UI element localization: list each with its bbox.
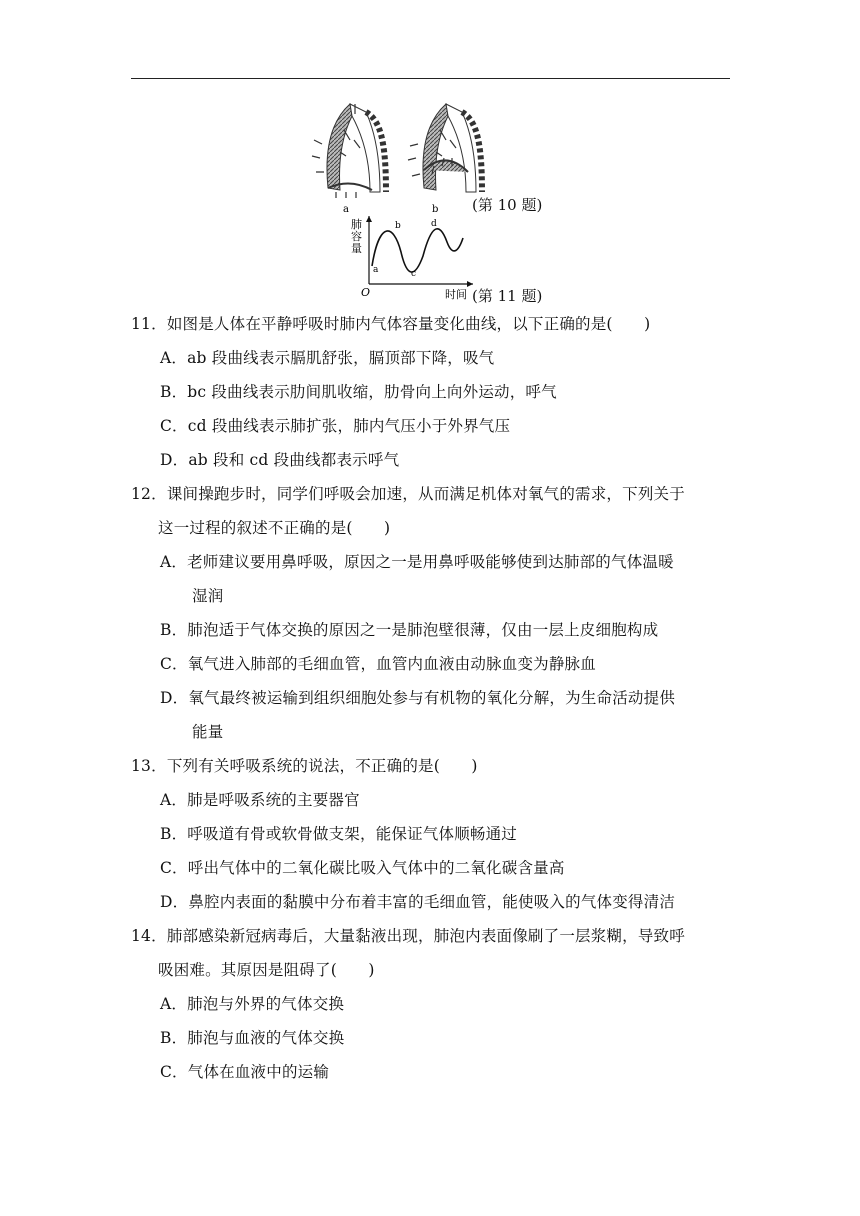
question-12-option-d: D．氧气最终被运输到组织细胞处参与有机物的氧化分解，为生命活动提供 bbox=[160, 689, 676, 707]
curve-point-c: c bbox=[411, 269, 417, 279]
curve-point-d: d bbox=[431, 219, 437, 229]
question-14-option-a: A．肺泡与外界的气体交换 bbox=[160, 995, 345, 1013]
question-11-option-a: A．ab 段曲线表示膈肌舒张，膈顶部下降，吸气 bbox=[160, 349, 495, 367]
question-11-option-d: D．ab 段和 cd 段曲线都表示呼气 bbox=[160, 451, 400, 469]
question-12-option-c: C．氧气进入肺部的毛细血管，血管内血液由动脉血变为静脉血 bbox=[160, 655, 596, 673]
question-14-stem-continued: 吸困难。其原因是阻碍了( ) bbox=[158, 961, 375, 979]
question-12-stem: 12．课间操跑步时，同学们呼吸会加速，从而满足机体对氧气的需求，下列关于 bbox=[131, 485, 685, 503]
question-12-option-a: A．老师建议要用鼻呼吸，原因之一是用鼻呼吸能够使到达肺部的气体温暖 bbox=[160, 553, 674, 571]
y-axis-label-2: 容 bbox=[351, 230, 362, 243]
x-axis-label: 时间 bbox=[445, 288, 467, 301]
y-axis-label-3: 量 bbox=[351, 242, 362, 255]
question-11-option-b: B．bc 段曲线表示肋间肌收缩，肋骨向上向外运动，呼气 bbox=[160, 383, 557, 401]
question-12-option-a-continued: 湿润 bbox=[192, 587, 224, 605]
question-14-option-c: C．气体在血液中的运输 bbox=[160, 1063, 330, 1081]
thorax-diagram-b bbox=[408, 104, 482, 192]
figure-11-caption: (第 11 题) bbox=[472, 287, 543, 305]
question-13-option-b: B．呼吸道有骨或软骨做支架，能保证气体顺畅通过 bbox=[160, 825, 517, 843]
figure-label-a: a bbox=[343, 204, 349, 215]
question-14-stem: 14．肺部感染新冠病毒后，大量黏液出现，肺泡内表面像刷了一层浆糊，导致呼 bbox=[131, 927, 685, 945]
origin-label: O bbox=[361, 286, 371, 299]
y-axis-label-1: 肺 bbox=[351, 218, 362, 231]
question-12-stem-continued: 这一过程的叙述不正确的是( ) bbox=[158, 519, 391, 537]
thorax-diagram-a bbox=[312, 104, 386, 198]
figure-label-b: b bbox=[432, 204, 439, 215]
figure-10-caption: (第 10 题) bbox=[472, 196, 543, 214]
question-14-option-b: B．肺泡与血液的气体交换 bbox=[160, 1029, 345, 1047]
question-13-option-d: D．鼻腔内表面的黏膜中分布着丰富的毛细血管，能使吸入的气体变得清洁 bbox=[160, 893, 676, 911]
question-13-option-c: C．呼出气体中的二氧化碳比吸入气体中的二氧化碳含量高 bbox=[160, 859, 565, 877]
curve-point-b: b bbox=[395, 221, 401, 231]
curve-point-a: a bbox=[373, 265, 379, 275]
header-rule bbox=[131, 78, 730, 79]
question-12-option-d-continued: 能量 bbox=[192, 723, 224, 741]
question-13-stem: 13．下列有关呼吸系统的说法，不正确的是( ) bbox=[131, 757, 478, 775]
question-11-stem: 11．如图是人体在平静呼吸时肺内气体容量变化曲线，以下正确的是( ) bbox=[131, 315, 651, 333]
figure-11-lung-volume-graph bbox=[345, 212, 475, 302]
question-12-option-b: B．肺泡适于气体交换的原因之一是肺泡壁很薄，仅由一层上皮细胞构成 bbox=[160, 621, 659, 639]
question-11-option-c: C．cd 段曲线表示肺扩张，肺内气压小于外界气压 bbox=[160, 417, 511, 435]
question-13-option-a: A．肺是呼吸系统的主要器官 bbox=[160, 791, 360, 809]
